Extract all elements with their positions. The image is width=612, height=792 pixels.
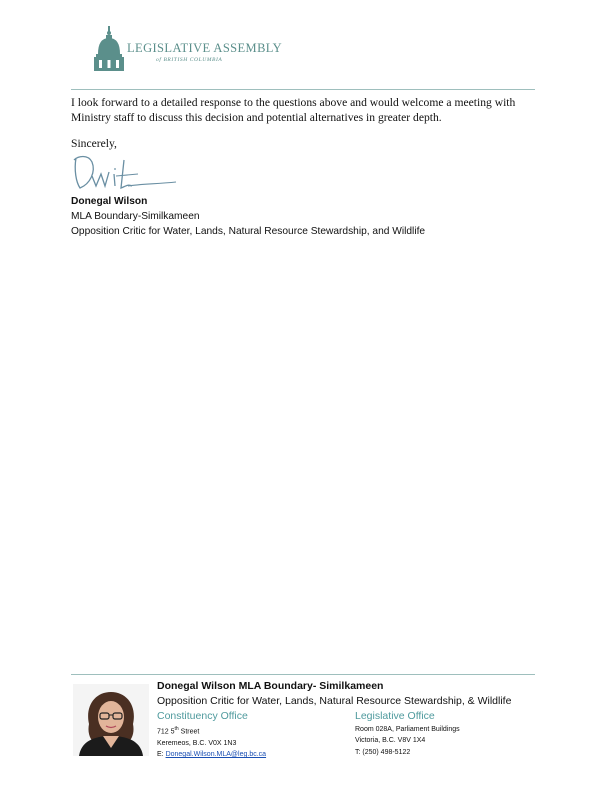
legislative-phone: T: (250) 498-5122 <box>355 748 411 756</box>
letter-closing: Sincerely, <box>71 137 117 150</box>
legislative-city: Victoria, B.C. V8V 1X4 <box>355 737 426 745</box>
signer-critic-role: Opposition Critic for Water, Lands, Natural Resource Stewardship, and Wildlife <box>71 226 426 237</box>
constituency-email <box>157 749 266 760</box>
legislative-office <box>355 710 460 758</box>
street-name: Street <box>178 728 200 736</box>
letterhead-title: LEGISLATIVE ASSEMBLY <box>127 41 283 55</box>
letterhead-subtitle: of BRITISH COLUMBIA <box>156 57 223 63</box>
legislative-room: Room 028A, Parliament Buildings <box>355 726 460 733</box>
footer-critic-role: Opposition Critic for Water, Lands, Natural Resource Stewardship, & Wildlife <box>157 695 512 707</box>
signer-name: Donegal Wilson <box>71 196 148 207</box>
signer-role: MLA Boundary-Similkameen <box>71 211 200 222</box>
header-divider <box>71 89 535 90</box>
footer-divider <box>71 674 535 675</box>
email-link[interactable]: Donegal.Wilson.MLA@leg.bc.ca <box>165 751 267 759</box>
street-number: 712 5 <box>157 728 175 736</box>
street-ordinal: th <box>174 726 179 732</box>
legislature-dome-icon <box>92 26 126 74</box>
constituency-city: Keremeos, B.C. V0X 1N3 <box>157 739 237 747</box>
constituency-office-heading: Constituency Office <box>157 710 248 722</box>
letter-paragraph: I look forward to a detailed response to the questions above and would welcome a meeting with Ministry staff to discuss this decision and potential alternatives in greater depth. <box>71 96 516 124</box>
handwritten-signature <box>70 150 180 192</box>
legislative-office-heading: Legislative Office <box>355 710 435 722</box>
email-prefix: E: <box>157 751 166 759</box>
constituency-street <box>157 724 266 738</box>
signature-block <box>71 194 425 239</box>
constituency-office <box>157 710 266 761</box>
letterhead-logo <box>92 26 282 74</box>
footer-mla-name: Donegal Wilson MLA Boundary- Similkameen <box>157 680 384 692</box>
mla-portrait-photo <box>73 684 149 756</box>
